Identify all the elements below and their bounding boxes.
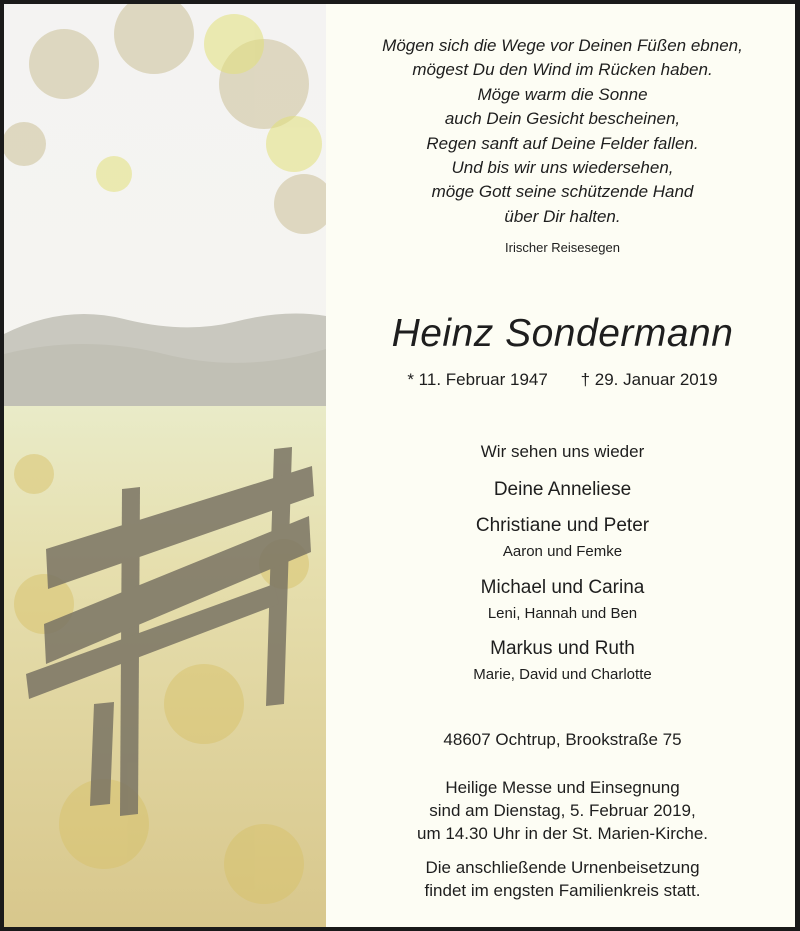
deceased-name: Heinz Sondermann bbox=[391, 312, 734, 355]
landscape-image bbox=[4, 4, 326, 927]
poem-line: möge Gott seine schützende Hand bbox=[431, 182, 694, 202]
birth-date: * 11. Februar 1947 bbox=[407, 370, 548, 389]
family-parents: Markus und Ruth bbox=[490, 638, 635, 659]
mourners-intro: Wir sehen uns wieder bbox=[480, 442, 645, 461]
poem-line: mögest Du den Wind im Rücken haben. bbox=[412, 60, 713, 80]
obituary-text bbox=[330, 4, 795, 927]
obituary-notice bbox=[4, 4, 795, 927]
poem-line: Mögen sich die Wege vor Deinen Füßen ebnen, bbox=[382, 36, 743, 55]
burial-line: findet im engsten Familienkreis statt. bbox=[424, 881, 701, 900]
family-children: Leni, Hannah und Ben bbox=[487, 605, 638, 622]
poem-line: Regen sanft auf Deine Felder fallen. bbox=[426, 133, 699, 153]
poem-line: Möge warm die Sonne bbox=[477, 84, 648, 104]
service-line: sind am Dienstag, 5. Februar 2019, bbox=[429, 801, 696, 820]
service-info bbox=[330, 776, 795, 845]
poem-line: über Dir halten. bbox=[504, 206, 621, 226]
service-line: Heilige Messe und Einsegnung bbox=[445, 778, 680, 797]
family-children: Aaron und Femke bbox=[502, 543, 623, 560]
poem-line: Und bis wir uns wiedersehen, bbox=[451, 158, 674, 178]
poem bbox=[330, 34, 795, 229]
family-parents: Michael und Carina bbox=[480, 577, 645, 598]
poem-line: auch Dein Gesicht bescheinen, bbox=[444, 109, 681, 129]
family-parents: Christiane und Peter bbox=[475, 515, 650, 536]
spouse: Deine Anneliese bbox=[493, 479, 632, 500]
service-line: um 14.30 Uhr in der St. Marien-Kirche. bbox=[416, 824, 708, 843]
bench-autumn-photo bbox=[4, 4, 326, 927]
burial-line: Die anschließende Urnenbeisetzung bbox=[425, 858, 700, 877]
death-date: † 29. Januar 2019 bbox=[580, 370, 718, 389]
life-dates bbox=[330, 370, 795, 390]
address: 48607 Ochtrup, Brookstraße 75 bbox=[443, 730, 682, 749]
poem-source: Irischer Reisesegen bbox=[505, 240, 620, 255]
burial-info bbox=[330, 856, 795, 902]
family-children: Marie, David und Charlotte bbox=[473, 666, 652, 683]
